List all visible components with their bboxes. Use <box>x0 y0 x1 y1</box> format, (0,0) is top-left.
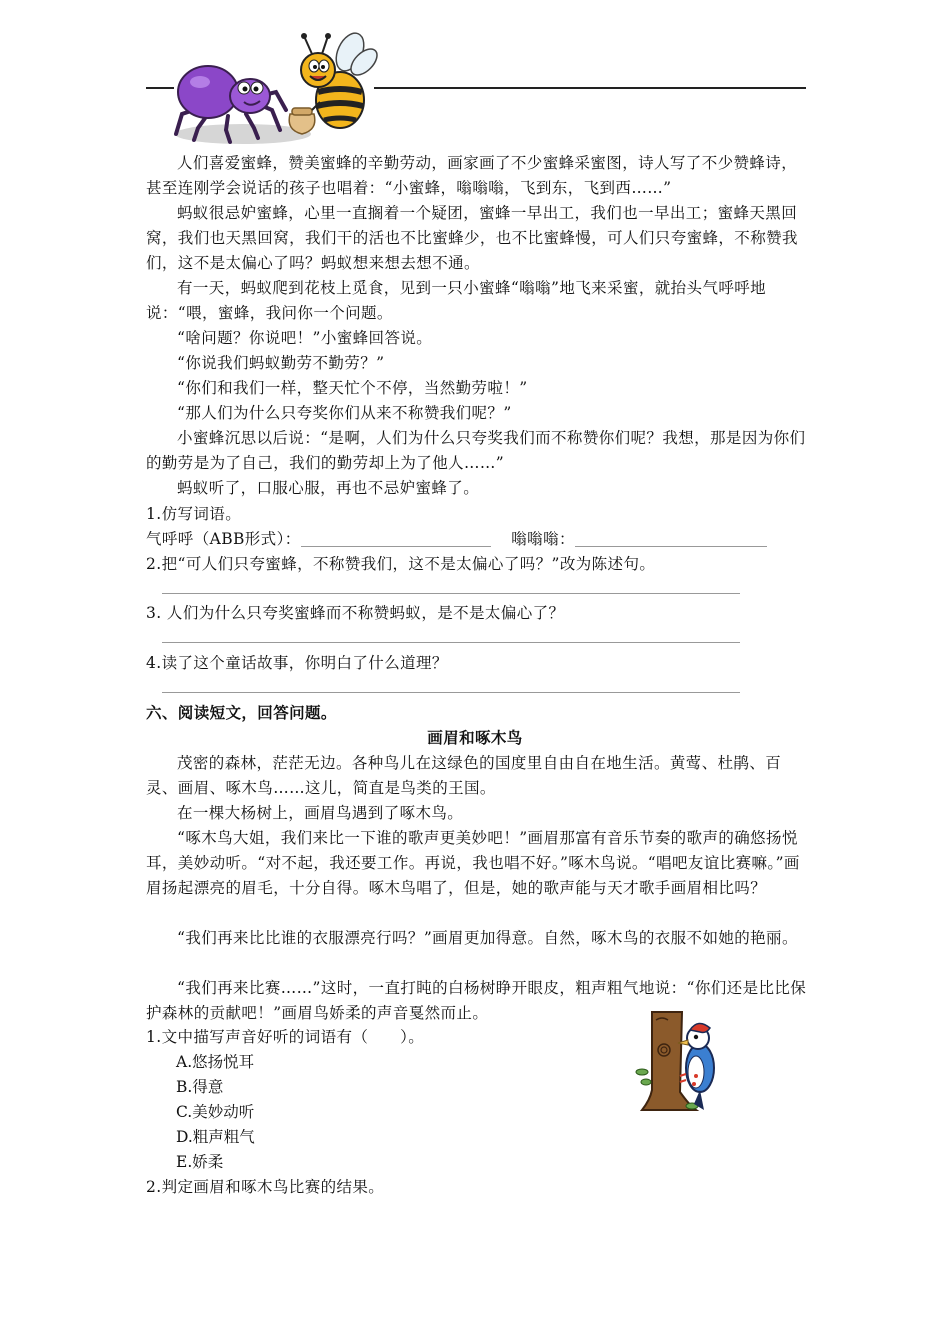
question-3: 3. 人们为什么只夸奖蜜蜂而不称赞蚂蚁，是不是太偏心了？ <box>146 604 565 622</box>
section-6-heading: 六、阅读短文，回答问题。 <box>146 704 337 722</box>
story1-paragraph-9: 蚂蚁听了，口服心服，再也不忌妒蜜蜂了。 <box>177 479 480 497</box>
question-1-row <box>146 527 767 552</box>
answer-line-3[interactable] <box>162 642 740 643</box>
question-1: 1.仿写词语。 <box>146 505 242 523</box>
story2-paragraph-1: 茂密的森林，茫茫无边。各种鸟儿在这绿色的国度里自由自在地生活。黄莺、杜鹃、百灵、画眉、啄木鸟……这儿，简直是鸟类的王国。 <box>146 754 782 797</box>
spider-and-bee-illustration <box>168 30 378 150</box>
question-2: 2.把“可人们只夸蜜蜂，不称赞我们，这不是太偏心了吗？”改为陈述句。 <box>146 555 656 573</box>
answer-line-4[interactable] <box>162 692 740 693</box>
story1-paragraph-7: “那人们为什么只夸奖你们从来不称赞我们呢？” <box>177 404 512 422</box>
option-a[interactable]: A.悠扬悦耳 <box>176 1053 255 1071</box>
story2-paragraph-5: “我们再来比赛……”这时，一直打盹的白杨树睁开眼皮，粗声粗气地说：“你们还是比比保护森林的贡献吧！”画眉鸟娇柔的声音戛然而止。 <box>146 979 807 1022</box>
option-d[interactable]: D.粗声粗气 <box>176 1128 255 1146</box>
story1-paragraph-5: “你说我们蚂蚁勤劳不勤劳？” <box>177 354 385 372</box>
question-1b-label: 嗡嗡嗡： <box>511 530 575 548</box>
answer-line-2[interactable] <box>162 593 740 594</box>
story1-paragraph-6: “你们和我们一样，整天忙个不停，当然勤劳啦！” <box>177 379 528 397</box>
question-1a-blank[interactable] <box>301 530 491 547</box>
option-c[interactable]: C.美妙动听 <box>176 1103 255 1121</box>
question-1a-label: 气呼呼（ABB形式）： <box>146 530 301 548</box>
story2-question-1: 1.文中描写声音好听的词语有（ ）。 <box>146 1028 425 1046</box>
story1-paragraph-1: 人们喜爱蜜蜂，赞美蜜蜂的辛勤劳动，画家画了不少蜜蜂采蜜图，诗人写了不少赞蜂诗，甚至连刚学会说话的孩子也唱着：“小蜜蜂，嗡嗡嗡，飞到东，飞到西……” <box>146 154 798 197</box>
woodpecker-illustration <box>634 1010 734 1120</box>
question-1b-blank[interactable] <box>575 530 767 547</box>
story1-paragraph-8: 小蜜蜂沉思以后说：“是啊，人们为什么只夸奖我们而不称赞你们呢？我想，那是因为你们的勤劳是为了自己，我们的勤劳却上为了他人……” <box>146 429 806 472</box>
option-b[interactable]: B.得意 <box>176 1078 224 1096</box>
story1-paragraph-4: “啥问题？你说吧！”小蜜蜂回答说。 <box>177 329 433 347</box>
option-e[interactable]: E.娇柔 <box>176 1153 224 1171</box>
story1-paragraph-3: 有一天，蚂蚁爬到花枝上觅食，见到一只小蜜蜂“嗡嗡”地飞来采蜜，就抬头气呼呼地说：“喂，蜜蜂，我问你一个问题。 <box>146 279 767 322</box>
story2-title: 画眉和啄木鸟 <box>427 729 523 747</box>
story2-paragraph-4: “我们再来比比谁的衣服漂亮行吗？”画眉更加得意。自然，啄木鸟的衣服不如她的艳丽。 <box>177 929 798 947</box>
header-rule-right <box>374 87 806 89</box>
story2-paragraph-3: “啄木鸟大姐，我们来比一下谁的歌声更美妙吧！”画眉那富有音乐节奏的歌声的确悠扬悦耳，美妙动听。“对不起，我还要工作。再说，我也唱不好。”啄木鸟说。“唱吧友谊比赛嘛。”画眉扬起漂亮的眉毛，十分自得。啄木鸟唱了，但是，她的歌声能与天才歌手画眉相比吗？ <box>146 829 800 897</box>
story2-paragraph-2: 在一棵大杨树上，画眉鸟遇到了啄木鸟。 <box>177 804 464 822</box>
story1-paragraph-2: 蚂蚁很忌妒蜜蜂，心里一直搁着一个疑团，蜜蜂一早出工，我们也一早出工；蜜蜂天黑回窝，我们也天黑回窝，我们干的活也不比蜜蜂少，也不比蜜蜂慢，可人们只夸蜜蜂，不称赞我们，这不是太偏心了吗？蚂蚁想来想去想不通。 <box>146 204 798 272</box>
question-4: 4.读了这个童话故事，你明白了什么道理？ <box>146 654 448 672</box>
story2-question-2: 2.判定画眉和啄木鸟比赛的结果。 <box>146 1178 385 1196</box>
